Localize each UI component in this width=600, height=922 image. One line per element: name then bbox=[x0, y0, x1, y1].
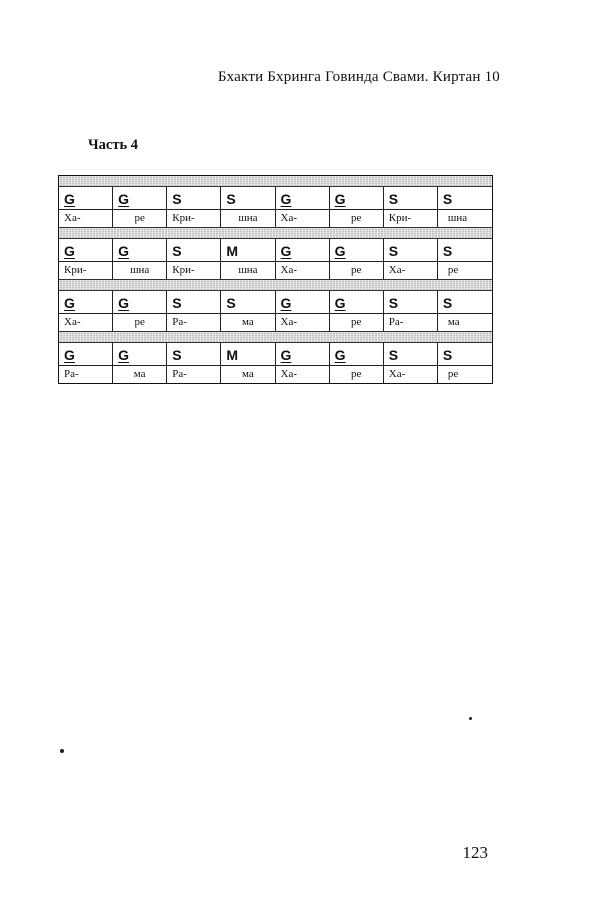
note-cell: G bbox=[59, 291, 113, 313]
note-row bbox=[59, 343, 492, 365]
note-cell: S bbox=[167, 239, 221, 261]
note-cell: S bbox=[442, 295, 453, 311]
syllable-cell: Кри- bbox=[167, 210, 221, 227]
syllable-cell: Ра- bbox=[167, 314, 221, 331]
syllable-cell: ре bbox=[447, 368, 459, 380]
row-separator bbox=[59, 176, 492, 187]
note-cell: G bbox=[276, 343, 330, 365]
row-separator bbox=[59, 331, 492, 343]
section-title: Часть 4 bbox=[88, 137, 138, 153]
syllable-cell: Ра- bbox=[59, 366, 113, 383]
syllable-row bbox=[59, 313, 492, 331]
note-cell: G bbox=[276, 239, 330, 261]
syllable-cell: ре bbox=[113, 314, 167, 331]
table-row bbox=[59, 331, 492, 383]
note-cell: G bbox=[59, 239, 113, 261]
syllable-row bbox=[59, 365, 492, 383]
syllable-cell: ре bbox=[113, 210, 167, 227]
note-cell: G bbox=[330, 291, 384, 313]
note-cell: G bbox=[113, 291, 167, 313]
syllable-cell: Ха- bbox=[276, 314, 330, 331]
syllable-cell: Ха- bbox=[384, 262, 438, 279]
note-cell: G bbox=[113, 187, 167, 209]
syllable-cell: Ха- bbox=[384, 366, 438, 383]
syllable-cell: ма bbox=[447, 316, 460, 328]
note-cell: S bbox=[442, 243, 453, 259]
syllable-cell: шна bbox=[221, 210, 275, 227]
syllable-cell: Кри- bbox=[59, 262, 113, 279]
syllable-cell: Ха- bbox=[59, 314, 113, 331]
row-separator bbox=[59, 227, 492, 239]
note-cell: G bbox=[113, 239, 167, 261]
note-cell: S bbox=[384, 187, 438, 209]
note-cell: G bbox=[330, 239, 384, 261]
row-separator bbox=[59, 279, 492, 291]
scan-speck bbox=[60, 749, 64, 753]
note-cell: S bbox=[442, 191, 453, 207]
syllable-cell: ма bbox=[221, 314, 275, 331]
syllable-cell: Кри- bbox=[384, 210, 438, 227]
syllable-cell: Ха- bbox=[276, 262, 330, 279]
syllable-cell: Ха- bbox=[276, 210, 330, 227]
syllable-cell: Ха- bbox=[276, 366, 330, 383]
note-cell: S bbox=[167, 291, 221, 313]
syllable-cell: Кри- bbox=[167, 262, 221, 279]
table-row bbox=[59, 227, 492, 279]
note-cell: S bbox=[442, 347, 453, 363]
note-row bbox=[59, 291, 492, 313]
note-cell: G bbox=[330, 343, 384, 365]
note-cell: S bbox=[221, 187, 275, 209]
syllable-cell: Ра- bbox=[384, 314, 438, 331]
syllable-cell: ре bbox=[330, 210, 384, 227]
note-cell: G bbox=[59, 187, 113, 209]
syllable-cell: шна bbox=[221, 262, 275, 279]
syllable-cell: ре bbox=[330, 314, 384, 331]
note-row bbox=[59, 187, 492, 209]
table-row bbox=[59, 176, 492, 227]
note-cell: G bbox=[276, 291, 330, 313]
syllable-cell: шна bbox=[447, 212, 468, 224]
syllable-row bbox=[59, 209, 492, 227]
note-cell: S bbox=[167, 187, 221, 209]
syllable-cell: ре bbox=[330, 262, 384, 279]
note-cell: S bbox=[384, 239, 438, 261]
note-row bbox=[59, 239, 492, 261]
note-cell: G bbox=[276, 187, 330, 209]
note-cell: G bbox=[59, 343, 113, 365]
syllable-cell: Ха- bbox=[59, 210, 113, 227]
table-row bbox=[59, 279, 492, 331]
syllable-row bbox=[59, 261, 492, 279]
page-number: 123 bbox=[462, 843, 488, 862]
note-cell: S bbox=[221, 291, 275, 313]
note-cell: M bbox=[221, 239, 275, 261]
note-cell: S bbox=[384, 291, 438, 313]
syllable-cell: ма bbox=[113, 366, 167, 383]
syllable-cell: ма bbox=[221, 366, 275, 383]
syllable-cell: ре bbox=[447, 264, 459, 276]
scan-speck bbox=[469, 717, 472, 720]
note-cell: M bbox=[221, 343, 275, 365]
running-header: Бхакти Бхринга Говинда Свами. Киртан 10 bbox=[217, 69, 500, 85]
note-cell: S bbox=[167, 343, 221, 365]
note-cell: S bbox=[384, 343, 438, 365]
syllable-cell: ре bbox=[330, 366, 384, 383]
syllable-cell: шна bbox=[113, 262, 167, 279]
note-cell: G bbox=[113, 343, 167, 365]
note-cell: G bbox=[330, 187, 384, 209]
syllable-cell: Ра- bbox=[167, 366, 221, 383]
kirtan-notation-table bbox=[58, 175, 493, 384]
